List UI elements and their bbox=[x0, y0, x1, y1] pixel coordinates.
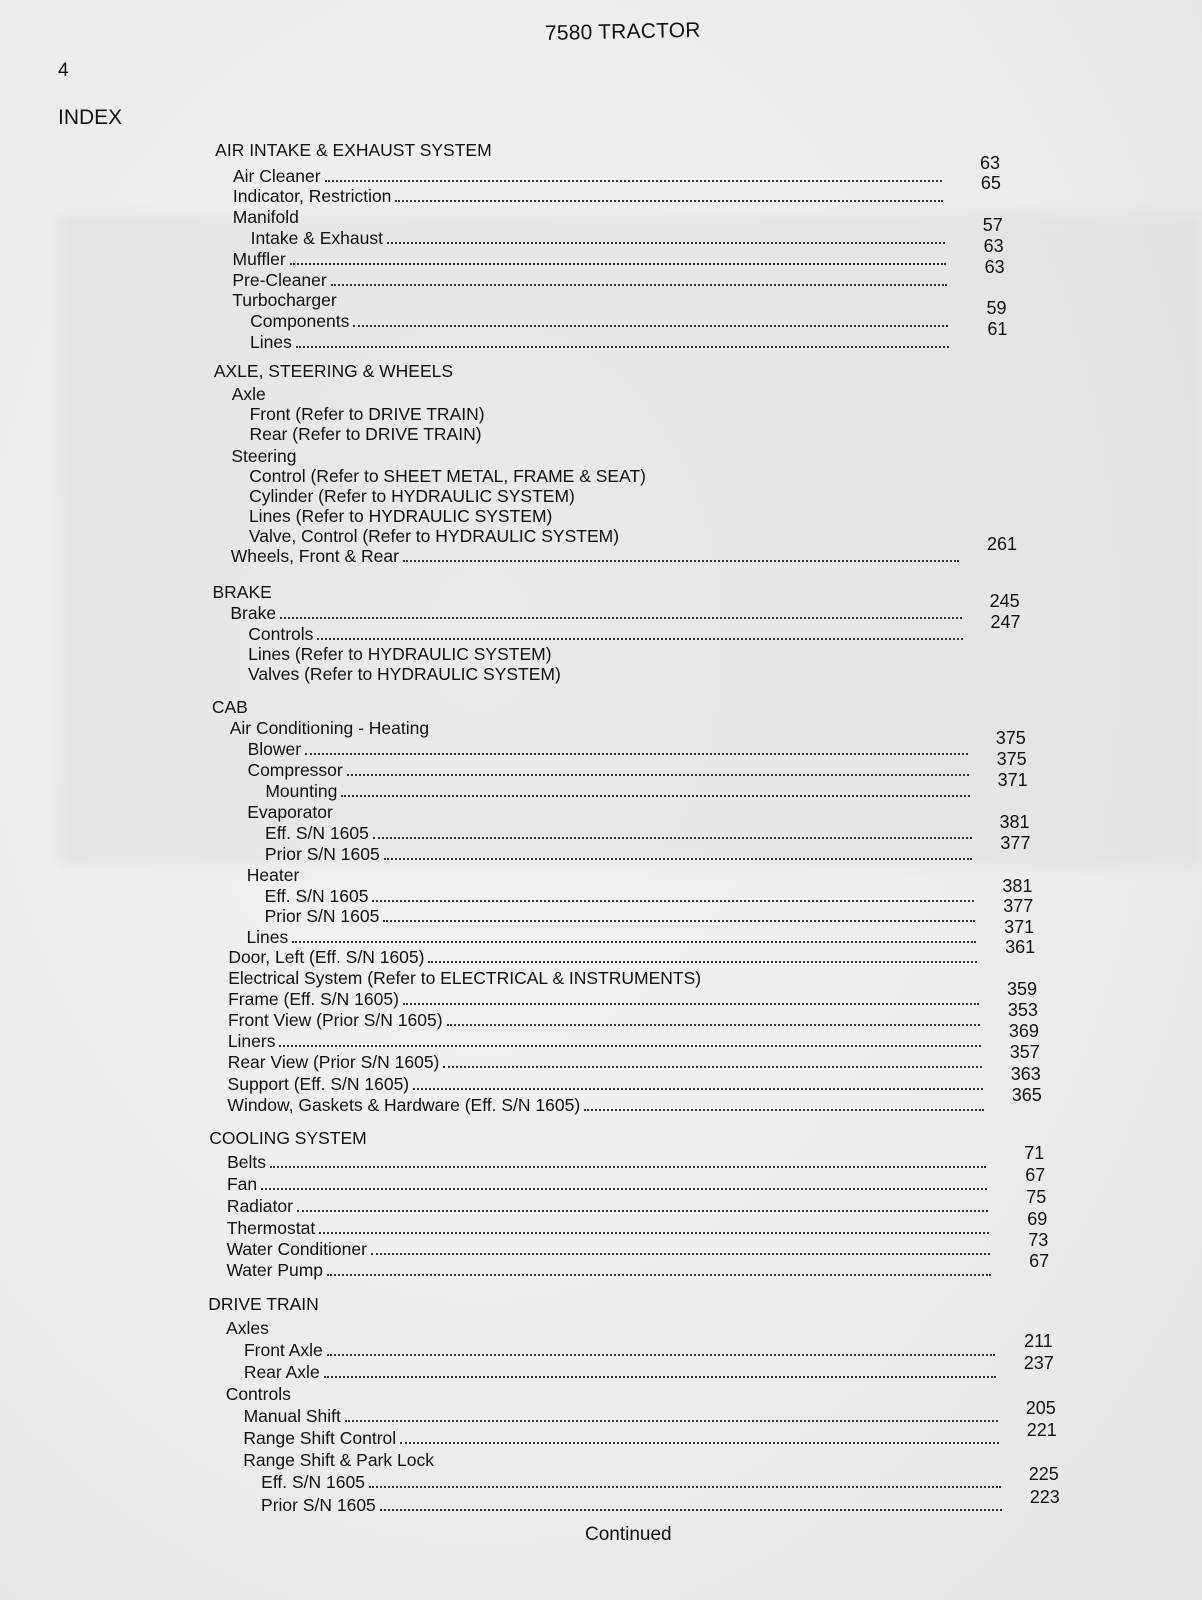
index-entry-label: Components bbox=[250, 311, 350, 331]
index-page-number: 371 bbox=[1004, 916, 1035, 937]
index-page-number: 371 bbox=[997, 770, 1028, 791]
dot-leader bbox=[443, 1066, 981, 1068]
index-entry-label: Support (Eff. S/N 1605) bbox=[227, 1074, 410, 1094]
index-entry[interactable] bbox=[226, 1318, 1002, 1338]
index-page-number: 377 bbox=[1000, 833, 1031, 854]
index-entry-label: Fan bbox=[226, 1174, 258, 1194]
index-entry-label: Muffler bbox=[232, 249, 286, 269]
index-entry-label: Axles bbox=[226, 1318, 269, 1338]
index-page-number: 359 bbox=[1006, 978, 1037, 999]
dot-leader bbox=[290, 263, 946, 265]
index-entry[interactable] bbox=[233, 207, 952, 227]
dot-leader bbox=[324, 1376, 996, 1378]
index-entry-label: Range Shift & Park Lock bbox=[243, 1450, 434, 1470]
dot-leader bbox=[327, 1274, 991, 1276]
index-entry[interactable] bbox=[230, 718, 975, 738]
index-entry-label: Air Cleaner bbox=[233, 166, 321, 186]
index-entry-label: Water Pump bbox=[226, 1260, 324, 1280]
index-entry[interactable] bbox=[261, 1472, 1009, 1492]
section-heading bbox=[215, 140, 496, 160]
index-page-number: 61 bbox=[987, 319, 1008, 340]
index-entry-label: Frame (Eff. S/N 1605) bbox=[228, 989, 399, 1009]
dot-leader bbox=[305, 753, 968, 755]
index-entry-label: Radiator bbox=[226, 1196, 293, 1216]
index-entry[interactable] bbox=[265, 906, 984, 926]
index-entry-label: Lines bbox=[246, 927, 289, 947]
index-entry-label: Intake & Exhaust bbox=[250, 228, 383, 248]
index-entry-label: Rear (Refer to DRIVE TRAIN) bbox=[249, 424, 482, 444]
index-entry[interactable] bbox=[248, 624, 970, 644]
index-entry[interactable] bbox=[244, 1362, 1004, 1382]
index-heading: INDEX bbox=[58, 106, 123, 129]
index-entry[interactable] bbox=[265, 886, 983, 906]
index-page-number: 63 bbox=[983, 235, 1004, 256]
index-entry-label: Blower bbox=[247, 739, 302, 759]
index-entry[interactable] bbox=[226, 1260, 999, 1280]
index-entry-label: Belts bbox=[227, 1152, 266, 1172]
index-entry[interactable] bbox=[228, 968, 986, 988]
index-entry[interactable] bbox=[248, 644, 971, 664]
index-entry-label: Front (Refer to DRIVE TRAIN) bbox=[249, 404, 485, 424]
index-entry-label: Eff. S/N 1605 bbox=[264, 886, 369, 906]
index-entry-label: Liners bbox=[227, 1031, 276, 1051]
dot-leader bbox=[297, 1210, 988, 1212]
index-entry[interactable] bbox=[226, 1384, 1005, 1404]
index-entry-label: Valve, Control (Refer to HYDRAULIC SYSTEM) bbox=[248, 526, 620, 546]
index-entry-label: Prior S/N 1605 bbox=[264, 906, 380, 926]
index-entry[interactable] bbox=[247, 865, 982, 885]
dot-leader bbox=[292, 941, 976, 943]
index-entry-label: Front View (Prior S/N 1605) bbox=[227, 1010, 443, 1030]
index-page-number: 361 bbox=[1005, 936, 1036, 957]
index-page-number: 353 bbox=[1007, 1000, 1038, 1021]
index-page-number: 59 bbox=[986, 298, 1007, 319]
index-page-number: 75 bbox=[1026, 1186, 1047, 1207]
index-entry-label: Steering bbox=[231, 446, 297, 466]
index-entry-label: Pre-Cleaner bbox=[232, 270, 327, 290]
section-heading-label: AIR INTAKE & EXHAUST SYSTEM bbox=[215, 140, 492, 160]
index-page-number: 211 bbox=[1024, 1331, 1053, 1352]
index-entry[interactable] bbox=[232, 384, 960, 404]
index-entry[interactable] bbox=[246, 927, 984, 947]
index-entry[interactable] bbox=[249, 466, 963, 486]
index-entry[interactable] bbox=[250, 332, 957, 352]
index-entry-label: Lines (Refer to HYDRAULIC SYSTEM) bbox=[248, 506, 553, 526]
index-entry[interactable] bbox=[250, 404, 961, 424]
section-heading-label: COOLING SYSTEM bbox=[209, 1128, 367, 1148]
index-page-number: 375 bbox=[996, 749, 1027, 770]
continued-label: Continued bbox=[585, 1524, 672, 1545]
section-heading bbox=[213, 582, 276, 602]
dot-leader bbox=[403, 560, 959, 562]
dot-leader bbox=[280, 617, 962, 619]
index-entry-label: Eff. S/N 1605 bbox=[261, 1472, 365, 1492]
dot-leader bbox=[400, 1442, 999, 1444]
dot-leader bbox=[327, 1354, 995, 1356]
dot-leader bbox=[319, 1232, 989, 1234]
index-entry[interactable] bbox=[265, 823, 979, 843]
index-entry[interactable] bbox=[249, 506, 965, 526]
index-entry-label: Wheels, Front & Rear bbox=[230, 546, 399, 566]
index-page-number: 381 bbox=[1002, 875, 1033, 896]
index-entry-label: Heater bbox=[246, 865, 300, 885]
index-page-number: 223 bbox=[1029, 1486, 1060, 1507]
index-entry[interactable] bbox=[265, 781, 977, 801]
dot-leader bbox=[387, 242, 945, 244]
index-entry-label: Water Conditioner bbox=[226, 1239, 367, 1259]
index-page-number: 205 bbox=[1025, 1397, 1056, 1418]
index-entry[interactable] bbox=[233, 166, 950, 186]
index-entry[interactable] bbox=[227, 1196, 996, 1216]
dot-leader bbox=[261, 1188, 987, 1190]
dot-leader bbox=[447, 1024, 980, 1026]
section-heading-label: DRIVE TRAIN bbox=[208, 1294, 319, 1314]
index-entry[interactable] bbox=[244, 1406, 1006, 1426]
index-entry[interactable] bbox=[243, 1450, 1007, 1470]
index-entry[interactable] bbox=[248, 739, 976, 759]
index-page-number: 225 bbox=[1028, 1463, 1059, 1484]
index-entry-label: Eff. S/N 1605 bbox=[265, 823, 369, 843]
index-entry-label: Turbocharger bbox=[232, 290, 337, 310]
index-entry[interactable] bbox=[233, 249, 954, 269]
index-page-number: 245 bbox=[989, 591, 1020, 612]
dot-leader bbox=[345, 1420, 998, 1422]
dot-leader bbox=[403, 1003, 979, 1005]
index-entry[interactable] bbox=[265, 844, 981, 864]
index-page-number: 375 bbox=[995, 727, 1026, 748]
index-entry[interactable] bbox=[233, 186, 951, 206]
index-entry[interactable] bbox=[248, 664, 972, 684]
index-page-number: 63 bbox=[979, 152, 1000, 173]
index-page-number: 237 bbox=[1023, 1353, 1054, 1374]
dot-leader bbox=[325, 180, 942, 182]
index-entry-label: Compressor bbox=[247, 760, 343, 780]
index-entry[interactable] bbox=[227, 1218, 998, 1238]
index-entry[interactable] bbox=[232, 290, 955, 310]
index-entry-label: Door, Left (Eff. S/N 1605) bbox=[228, 947, 425, 967]
index-page-number: 73 bbox=[1028, 1229, 1049, 1250]
index-entry[interactable] bbox=[228, 947, 985, 967]
index-entry-label: Prior S/N 1605 bbox=[264, 844, 380, 864]
index-entry-label: Evaporator bbox=[247, 802, 333, 822]
dot-leader bbox=[395, 200, 942, 202]
index-entry[interactable] bbox=[249, 424, 961, 444]
index-page-number: 67 bbox=[1029, 1251, 1050, 1272]
index-entry-label: Prior S/N 1605 bbox=[261, 1495, 376, 1515]
index-entry[interactable] bbox=[227, 1239, 999, 1259]
index-entry-label: Rear Axle bbox=[243, 1362, 320, 1382]
index-entry[interactable] bbox=[247, 760, 976, 780]
dot-leader bbox=[317, 638, 962, 640]
index-entry[interactable] bbox=[249, 486, 964, 506]
index-entry-label: Lines (Refer to HYDRAULIC SYSTEM) bbox=[248, 644, 552, 664]
index-entry-label: Brake bbox=[230, 603, 277, 623]
index-entry-label: Manual Shift bbox=[243, 1406, 341, 1426]
index-page-number: 221 bbox=[1026, 1419, 1057, 1440]
index-entry-label: Rear View (Prior S/N 1605) bbox=[227, 1052, 440, 1072]
index-entry[interactable] bbox=[249, 526, 966, 546]
index-entry[interactable] bbox=[251, 228, 953, 248]
index-entry-label: Thermostat bbox=[226, 1218, 316, 1238]
index-entry-label: Front Axle bbox=[243, 1340, 323, 1360]
index-entry-label: Valves (Refer to HYDRAULIC SYSTEM) bbox=[248, 664, 561, 684]
index-page-number: 377 bbox=[1003, 895, 1034, 916]
dot-leader bbox=[369, 1486, 1001, 1488]
dot-leader bbox=[371, 1253, 990, 1255]
index-entry[interactable] bbox=[227, 1095, 991, 1115]
index-entry[interactable] bbox=[227, 1174, 995, 1194]
dot-leader bbox=[347, 774, 969, 776]
index-entry-label: Axle bbox=[231, 384, 266, 404]
dot-leader bbox=[373, 837, 972, 839]
section-heading-label: AXLE, STEERING & WHEELS bbox=[213, 361, 454, 381]
section-heading bbox=[209, 1128, 371, 1148]
index-page-number: 381 bbox=[999, 812, 1030, 833]
index-page-number: 57 bbox=[982, 214, 1003, 235]
index-page-number: 65 bbox=[980, 172, 1001, 193]
section-heading bbox=[214, 361, 457, 381]
document-title: 7580 TRACTOR bbox=[544, 18, 701, 45]
dot-leader bbox=[380, 1509, 1002, 1511]
section-heading-label: CAB bbox=[211, 697, 248, 717]
index-entry[interactable] bbox=[243, 1428, 1006, 1448]
index-page-number: 369 bbox=[1008, 1021, 1039, 1042]
index-entry-label: Air Conditioning - Heating bbox=[229, 718, 430, 738]
index-entry-label: Electrical System (Refer to ELECTRICAL & INSTRUMENTS) bbox=[228, 968, 702, 988]
index-page-number: 67 bbox=[1025, 1164, 1046, 1185]
dot-leader bbox=[353, 325, 948, 327]
section-heading bbox=[208, 1294, 323, 1314]
index-entry-label: Controls bbox=[248, 624, 314, 644]
index-page-number: 365 bbox=[1011, 1085, 1042, 1106]
index-entry[interactable] bbox=[247, 802, 978, 822]
index-entry-label: Manifold bbox=[232, 207, 299, 227]
index-entry[interactable] bbox=[228, 989, 987, 1009]
index-entry[interactable] bbox=[250, 311, 956, 331]
dot-leader bbox=[331, 284, 947, 286]
index-entry-label: Cylinder (Refer to HYDRAULIC SYSTEM) bbox=[249, 486, 575, 506]
index-page-number: 261 bbox=[987, 534, 1018, 555]
index-entry-label: Mounting bbox=[265, 781, 338, 801]
index-entry-label: Controls bbox=[225, 1384, 291, 1404]
index-page-number: 63 bbox=[984, 257, 1005, 278]
index-page-number: 71 bbox=[1024, 1142, 1045, 1163]
index-entry-label: Lines bbox=[250, 332, 292, 352]
section-heading-label: BRAKE bbox=[212, 582, 272, 602]
index-entry[interactable] bbox=[244, 1340, 1003, 1360]
page-number: 4 bbox=[58, 60, 69, 81]
index-page-number: 363 bbox=[1010, 1064, 1041, 1085]
index-page-number: 69 bbox=[1027, 1208, 1048, 1229]
index-entry-label: Indicator, Restriction bbox=[232, 186, 392, 206]
section-heading bbox=[212, 697, 252, 717]
dot-leader bbox=[428, 961, 977, 963]
dot-leader bbox=[341, 795, 969, 797]
index-entry[interactable] bbox=[228, 1031, 989, 1051]
index-entry[interactable] bbox=[230, 603, 969, 623]
index-entry[interactable] bbox=[261, 1495, 1010, 1515]
dot-leader bbox=[413, 1088, 983, 1090]
dot-leader bbox=[384, 858, 973, 860]
dot-leader bbox=[296, 346, 950, 348]
index-entry[interactable] bbox=[228, 1074, 991, 1094]
index-entry-label: Window, Gaskets & Hardware (Eff. S/N 1605) bbox=[227, 1095, 581, 1115]
index-entry-label: Control (Refer to SHEET METAL, FRAME & SEAT) bbox=[249, 466, 646, 486]
index-entry[interactable] bbox=[231, 446, 962, 466]
dot-leader bbox=[372, 900, 974, 902]
dot-leader bbox=[584, 1109, 984, 1111]
index-entry[interactable] bbox=[232, 270, 954, 290]
index-entry-label: Range Shift Control bbox=[243, 1428, 397, 1448]
dot-leader bbox=[279, 1045, 980, 1047]
index-entry[interactable] bbox=[227, 1152, 994, 1172]
index-entry[interactable] bbox=[228, 1052, 990, 1072]
index-page-number: 357 bbox=[1009, 1042, 1040, 1063]
dot-leader bbox=[270, 1166, 986, 1168]
index-entry[interactable] bbox=[228, 1010, 988, 1030]
index-page-number: 247 bbox=[990, 612, 1021, 633]
index-entry[interactable] bbox=[231, 546, 967, 566]
dot-leader bbox=[383, 920, 975, 922]
